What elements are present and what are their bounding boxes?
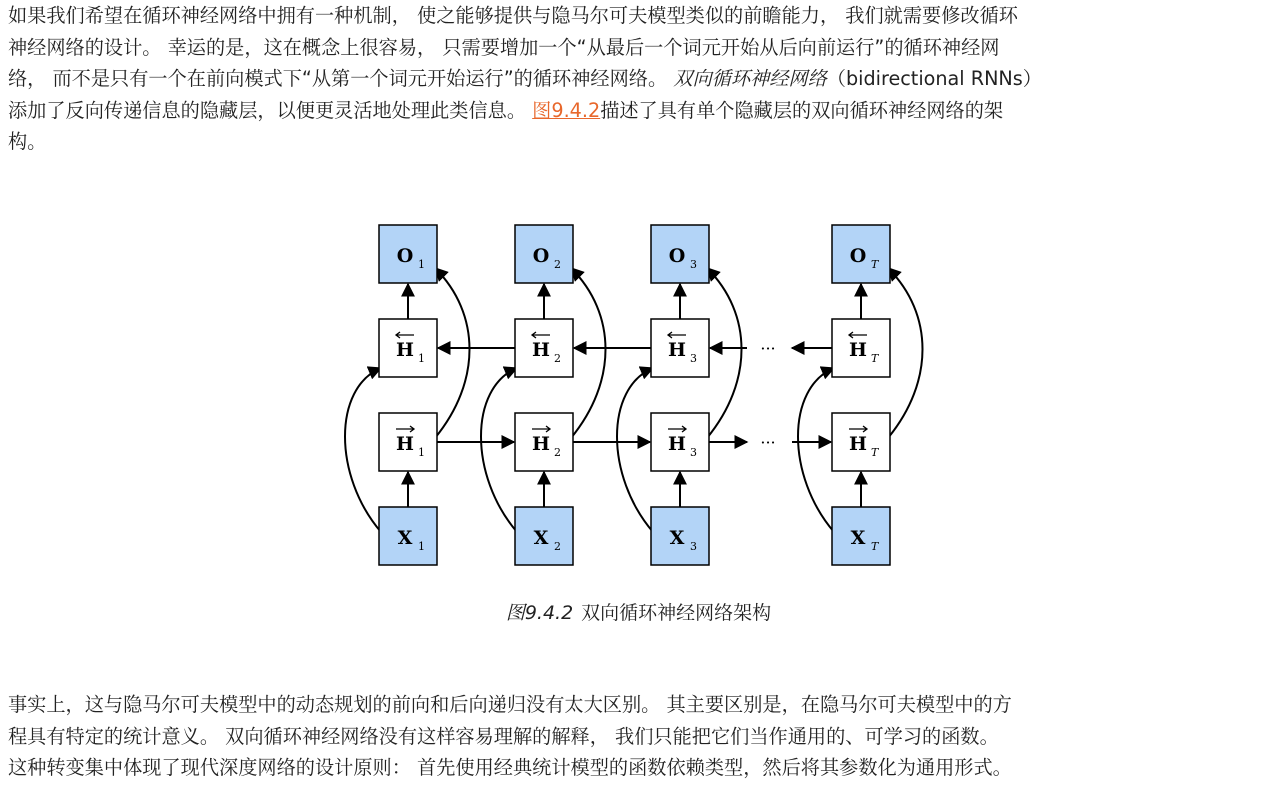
node-subscript: 2 xyxy=(554,540,561,553)
text-line: 这种转变集中体现了现代深度网络的设计原则： 首先使用经典统计模型的函数依赖类型，然后将其参数化为通用形式。 xyxy=(8,756,1012,779)
node-letter: O xyxy=(849,245,867,267)
node-letter: H xyxy=(668,339,686,361)
caption-text: 双向循环神经网络架构 xyxy=(581,602,772,624)
forward-to-output-curve xyxy=(888,268,923,438)
node-letter: O xyxy=(532,245,550,267)
node-letter: H xyxy=(668,433,686,455)
node-subscript: T xyxy=(871,540,879,553)
output-node xyxy=(515,225,573,283)
forward-hidden-node xyxy=(832,413,890,471)
node-letter: H xyxy=(532,339,550,361)
term-emphasis: 双向循环神经网络 xyxy=(673,67,827,90)
text-line: 程具有特定的统计意义。 双向循环神经网络没有这样容易理解的解释， 我们只能把它们当作通用的、可学习的函数。 xyxy=(8,724,999,748)
ellipsis-backward: ··· xyxy=(760,339,776,358)
text-line: 如果我们希望在循环神经网络中拥有一种机制， 使之能够提供与隐马尔可夫模型类似的前瞻能力， 我们就需要修改循环 xyxy=(8,4,1018,27)
node-letter: H xyxy=(849,339,867,361)
input-node xyxy=(651,507,709,565)
backward-hidden-node xyxy=(832,319,890,377)
output-node xyxy=(651,225,709,283)
text-line xyxy=(8,63,1270,95)
node-subscript: 3 xyxy=(690,258,697,271)
node-letter: H xyxy=(396,433,414,455)
node-subscript: 1 xyxy=(418,540,425,553)
forward-to-output-curve xyxy=(707,268,742,438)
input-to-backward-curve xyxy=(798,368,834,532)
node-subscript: 2 xyxy=(554,446,561,459)
node-subscript: 1 xyxy=(418,352,425,365)
node-subscript: 3 xyxy=(690,446,697,459)
text-segment: 添加了反向传递信息的隐藏层，以便更灵活地处理此类信息。 xyxy=(8,98,533,122)
text-line: 构。 xyxy=(8,130,47,153)
forward-to-output-curve xyxy=(571,268,606,438)
node-letter: H xyxy=(396,339,414,361)
text-segment: 描述了具有单个隐藏层的双向循环神经网络的架 xyxy=(600,98,1004,122)
node-letter: X xyxy=(850,527,866,549)
node-subscript: 3 xyxy=(690,540,697,553)
text-line xyxy=(8,95,1270,127)
input-node xyxy=(379,507,437,565)
node-letter: X xyxy=(397,527,413,549)
text-line: 事实上，这与隐马尔可夫模型中的动态规划的前向和后向递归没有太大区别。 其主要区别是，在隐马尔可夫模型中的方 xyxy=(8,693,1012,716)
output-node xyxy=(379,225,437,283)
second-paragraph xyxy=(8,689,1270,784)
node-letter: O xyxy=(396,245,414,267)
forward-to-output-curve xyxy=(435,268,470,438)
node-letter: H xyxy=(849,433,867,455)
forward-hidden-node xyxy=(515,413,573,471)
node-subscript: 2 xyxy=(554,352,561,365)
caption-number: 图9.4.2 xyxy=(505,602,574,624)
backward-hidden-node xyxy=(651,319,709,377)
input-node xyxy=(832,507,890,565)
node-letter: H xyxy=(532,433,550,455)
forward-hidden-node xyxy=(379,413,437,471)
backward-hidden-node xyxy=(515,319,573,377)
input-to-backward-curve xyxy=(617,368,653,532)
ellipsis-forward: ··· xyxy=(760,433,776,452)
text-segment: （bidirectional RNNs） xyxy=(826,67,1042,90)
node-letter: X xyxy=(669,527,685,549)
node-subscript: 1 xyxy=(418,258,425,271)
node-subscript: 1 xyxy=(418,446,425,459)
input-to-backward-curve xyxy=(345,368,381,532)
node-subscript: 2 xyxy=(554,258,561,271)
node-subscript: T xyxy=(871,258,879,271)
node-subscript: T xyxy=(871,446,879,459)
input-to-backward-curve xyxy=(481,368,517,532)
node-subscript: T xyxy=(871,352,879,365)
figure-caption xyxy=(0,598,1277,628)
input-node xyxy=(515,507,573,565)
intro-paragraph xyxy=(8,0,1270,158)
forward-hidden-node xyxy=(651,413,709,471)
node-subscript: 3 xyxy=(690,352,697,365)
node-letter: O xyxy=(668,245,686,267)
output-node xyxy=(832,225,890,283)
node-letter: X xyxy=(533,527,549,549)
figure-reference-link[interactable]: 图9.4.2 xyxy=(532,98,601,122)
backward-hidden-node xyxy=(379,319,437,377)
text-line: 神经网络的设计。 幸运的是，这在概念上很容易， 只需要增加一个“从最后一个词元开始从后向前运行”的循环神经网 xyxy=(8,35,1000,59)
bidirectional-rnn-diagram xyxy=(340,206,940,578)
text-segment: 络， 而不是只有一个在前向模式下“从第一个词元开始运行”的循环神经网络。 xyxy=(8,67,674,90)
